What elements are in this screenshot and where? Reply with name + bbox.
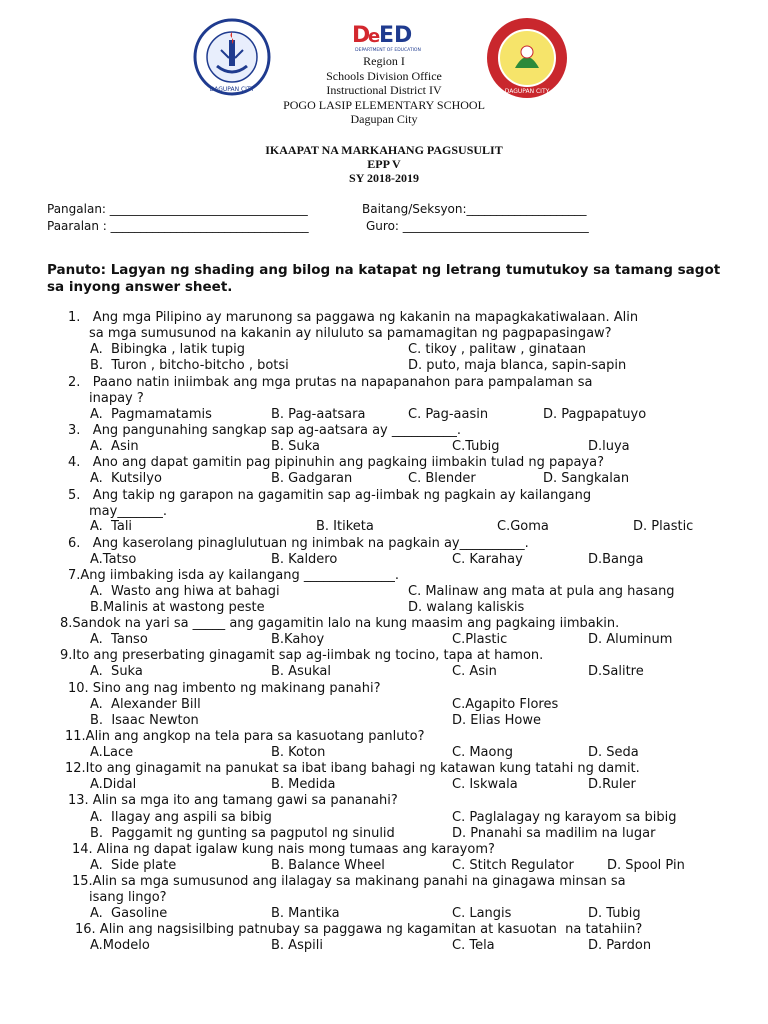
question-text: 10. Sino ang nag imbento ng makinang panahi?	[68, 681, 381, 696]
answer-option: B. Aspili	[271, 938, 323, 953]
answer-option: C.Tubig	[452, 439, 500, 454]
question-text: 6. Ang kaserolang pinaglulutuan ng inimbak na pagkain ay__________.	[68, 536, 529, 551]
answer-option: C. Blender	[408, 471, 476, 486]
answer-option: B.Kahoy	[271, 632, 325, 647]
answer-option: A. Suka	[90, 664, 143, 679]
question-text: 16. Alin ang nagsisilbing patnubay sa paggawa ng kagamitan at kasuotan na tatahiin?	[75, 922, 643, 937]
answer-option: C. Pag-aasin	[408, 407, 489, 422]
answer-option: C. Asin	[452, 664, 497, 679]
answer-option: A. Gasoline	[90, 906, 168, 921]
division-label: Schools Division Office	[326, 69, 442, 83]
answer-option: D.Banga	[588, 552, 644, 567]
answer-option: B. Gadgaran	[271, 471, 353, 486]
svg-text:DEPARTMENT OF EDUCATION: DEPARTMENT OF EDUCATION	[355, 48, 421, 53]
answer-option: A. Asin	[90, 439, 139, 454]
region-label: Region I	[363, 54, 405, 68]
answer-option: D.luya	[588, 439, 630, 454]
question-text: 12.Ito ang ginagamit na panukat sa ibat ibang bahagi ng katawan kung tatahi ng damit.	[65, 761, 640, 776]
answer-option: C.Goma	[497, 519, 549, 534]
answer-option: B.Malinis at wastong peste	[90, 600, 265, 615]
answer-option: A. Pagmamatamis	[90, 407, 212, 422]
answer-option: C. Maong	[452, 745, 513, 760]
subject-label: EPP V	[367, 157, 401, 171]
question-text: 7.Ang iimbaking isda ay kailangang ______________.	[68, 568, 399, 583]
answer-option: A. Kutsilyo	[90, 471, 162, 486]
answer-option: D. Seda	[588, 745, 639, 760]
answer-option: A. Tanso	[90, 632, 148, 647]
question-text: 11.Alin ang angkop na tela para sa kasuotang panluto?	[65, 729, 425, 744]
answer-option: A. Side plate	[90, 858, 177, 873]
answer-option: C. Stitch Regulator	[452, 858, 574, 873]
answer-option: A. Tali	[90, 519, 133, 534]
answer-option: D. Pagpapatuyo	[543, 407, 647, 422]
question-text: 8.Sandok na yari sa _____ ang gagamitin lalo na kung maasim ang pagkaing iimbakin.	[60, 616, 620, 631]
school-name: POGO LASIP ELEMENTARY SCHOOL	[283, 98, 485, 112]
answer-option: B. Balance Wheel	[271, 858, 385, 873]
answer-option: D.Salitre	[588, 664, 644, 679]
question-text: 2. Paano natin iniimbak ang mga prutas na napapanahon para pampalaman sa	[68, 375, 593, 390]
answer-option: D. puto, maja blanca, sapin-sapin	[408, 358, 627, 373]
answer-option: B. Medida	[271, 777, 336, 792]
svg-text:DAGUPAN CITY: DAGUPAN CITY	[504, 88, 550, 95]
answer-option: C.Plastic	[452, 632, 508, 647]
answer-option: B. Kaldero	[271, 552, 338, 567]
answer-option: D. Pardon	[588, 938, 652, 953]
answer-option: D. Plastic	[633, 519, 694, 534]
answer-option: D. Aluminum	[588, 632, 673, 647]
answer-option: C. Tela	[452, 938, 495, 953]
answer-option: C.Agapito Flores	[452, 697, 559, 712]
answer-option: B. Suka	[271, 439, 320, 454]
baitang-field: Baitang/Seksyon:____________________	[362, 202, 587, 216]
question-text: sa mga sumusunod na kakanin ay niluluto sa pamamagitan ng pagpapasingaw?	[89, 326, 612, 341]
answer-option: A. Bibingka , latik tupig	[90, 342, 246, 357]
question-text: inapay ?	[89, 391, 144, 406]
question-text: 13. Alin sa mga ito ang tamang gawi sa pananahi?	[68, 793, 398, 808]
answer-option: B. Paggamit ng gunting sa pagputol ng sinulid	[90, 826, 395, 841]
svg-text:D: D	[352, 23, 371, 48]
answer-option: B. Asukal	[271, 664, 331, 679]
svg-text:ED: ED	[379, 23, 413, 48]
question-text: 5. Ang takip ng garapon na gagamitin sap ag-iimbak ng pagkain ay kailangang	[68, 488, 592, 503]
question-text: 15.Alin sa mga sumusunod ang ilalagay sa makinang panahi na ginagawa minsan sa	[72, 874, 626, 889]
guro-field: Guro: _______________________________	[366, 219, 589, 233]
answer-option: D. Elias Howe	[452, 713, 541, 728]
question-text: may_______.	[89, 504, 167, 519]
district-label: Instructional District IV	[326, 83, 442, 97]
paaralan-field: Paaralan : _________________________________	[47, 219, 309, 233]
question-text: 4. Ano ang dapat gamitin pag pipinuhin ang pagkaing iimbakin tulad ng papaya?	[68, 455, 604, 470]
svg-text:e: e	[368, 26, 381, 47]
answer-option: A. Wasto ang hiwa at bahagi	[90, 584, 280, 599]
question-text: isang lingo?	[89, 890, 167, 905]
question-text: 3. Ang pangunahing sangkap sap ag-aatsara ay __________.	[68, 423, 461, 438]
answer-option: C. Karahay	[452, 552, 523, 567]
answer-option: D. Tubig	[588, 906, 641, 921]
answer-option: D. Sangkalan	[543, 471, 630, 486]
svg-text:DAGUPAN CITY: DAGUPAN CITY	[209, 86, 255, 93]
answer-option: D. Pnanahi sa madilim na lugar	[452, 826, 656, 841]
answer-option: B. Isaac Newton	[90, 713, 199, 728]
answer-option: B. Mantika	[271, 906, 340, 921]
school-year: SY 2018-2019	[349, 171, 419, 185]
answer-option: A.Lace	[90, 745, 134, 760]
answer-option: B. Turon , bitcho-bitcho , botsi	[90, 358, 289, 373]
answer-option: C. Malinaw ang mata at pula ang hasang	[408, 584, 675, 599]
city-label: Dagupan City	[350, 112, 418, 126]
answer-option: C. Langis	[452, 906, 512, 921]
instructions: Panuto: Lagyan ng shading ang bilog na katapat ng letrang tumutukoy sa tamang sagot sa inyong answer sheet.	[47, 262, 721, 295]
answer-option: C. Iskwala	[452, 777, 518, 792]
question-text: 1. Ang mga Pilipino ay marunong sa paggawa ng kakanin na mapagkakatiwalaan. Alin	[68, 310, 639, 325]
question-text: 14. Alina ng dapat igalaw kung nais mong tumaas ang karayom?	[72, 842, 495, 857]
answer-option: D. Spool Pin	[607, 858, 685, 873]
answer-option: A.Didal	[90, 777, 137, 792]
question-text: 9.Ito ang preserbating ginagamit sap ag-iimbak ng tocino, tapa at hamon.	[60, 648, 544, 663]
answer-option: B. Koton	[271, 745, 326, 760]
answer-option: A.Tatso	[90, 552, 137, 567]
answer-option: D.Ruler	[588, 777, 636, 792]
answer-option: A.Modelo	[90, 938, 150, 953]
answer-option: C. Paglalagay ng karayom sa bibig	[452, 810, 677, 825]
answer-option: D. walang kaliskis	[408, 600, 525, 615]
answer-option: B. Itiketa	[316, 519, 374, 534]
answer-option: B. Pag-aatsara	[271, 407, 366, 422]
pangalan-field: Pangalan: _________________________________	[47, 202, 308, 216]
exam-title: IKAAPAT NA MARKAHANG PAGSUSULIT	[265, 143, 503, 157]
deped-logo	[350, 20, 426, 54]
answer-option: C. tikoy , palitaw , ginataan	[408, 342, 587, 357]
answer-option: A. Ilagay ang aspili sa bibig	[90, 810, 272, 825]
answer-option: A. Alexander Bill	[90, 697, 201, 712]
